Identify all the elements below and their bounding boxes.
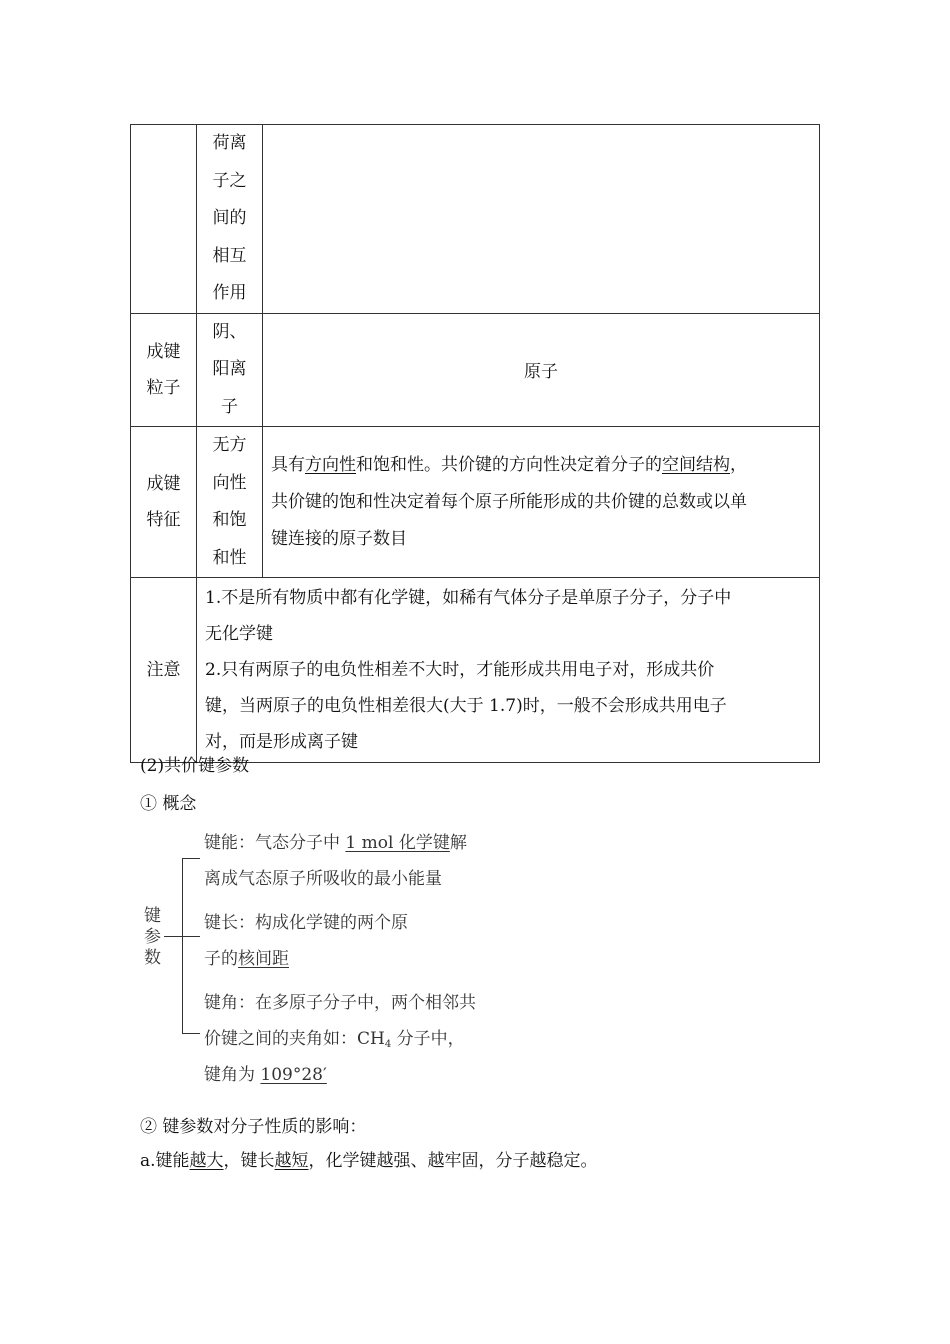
cell-line: 阴、 <box>212 321 247 342</box>
underlined-answer: 1 mol 化学键 <box>345 833 450 853</box>
influence-a-line <box>140 1146 598 1171</box>
subscript: 4 <box>384 1039 392 1050</box>
row4-notes <box>197 578 820 763</box>
text: ，化学键越强、越牢固，分子越稳定。 <box>308 1151 598 1171</box>
cell-line: 特征 <box>146 510 181 530</box>
underlined-answer: 核间距 <box>238 949 289 969</box>
cell-line: 键连接的原子数目 <box>271 528 407 549</box>
cell-line: 共价键的饱和性决定着每个原子所能形成的共价键的总数或以单 <box>271 491 747 512</box>
note-line: 无化学键 <box>205 624 273 644</box>
section-title-bond-parameters: (2)共价键参数 <box>140 756 250 776</box>
text: 键角为 <box>204 1065 261 1085</box>
cell-line <box>271 447 811 484</box>
brace-bottom-tick <box>182 1033 200 1034</box>
cell-line: 向性 <box>212 472 247 493</box>
row1-col2 <box>197 125 263 314</box>
cell-line: 阳离 <box>212 359 247 379</box>
concept-title: ① 概念 <box>140 794 197 814</box>
row3-col3 <box>263 427 820 578</box>
cell-line: 间的 <box>212 208 247 228</box>
bond-angle-line1: 键角：在多原子分子中，两个相邻共 <box>204 993 476 1013</box>
text: ， <box>730 454 747 475</box>
bond-angle-line2 <box>204 1024 465 1050</box>
text: 和饱和性。共价键的方向性决定着分子的 <box>356 454 662 475</box>
influence-title: ② 键参数对分子性质的影响： <box>140 1117 367 1137</box>
root-char: 参 <box>144 927 161 947</box>
underlined-answer: 越短 <box>274 1151 309 1171</box>
table-row-notes <box>131 578 820 763</box>
text: 价键之间的夹角如：CH <box>204 1029 385 1049</box>
text: a.键能 <box>140 1151 190 1171</box>
bond-length-line2 <box>204 944 289 969</box>
underlined-answer: 方向性 <box>305 454 356 475</box>
table-row-bonding-features <box>131 427 820 578</box>
cell-line: 和性 <box>212 547 247 568</box>
text: 解 <box>449 833 467 853</box>
brace-top-tick <box>182 858 200 859</box>
cell-line: 子 <box>221 396 238 417</box>
cell-line: 荷离 <box>212 133 247 153</box>
underlined-answer: 空间结构 <box>662 454 730 475</box>
bond-parameter-diagram <box>140 822 540 1092</box>
cell-line: 子之 <box>212 170 247 191</box>
text: 子的 <box>204 949 238 969</box>
note-line: 2.只有两原子的电负性相差不大时，才能形成共用电子对，形成共价 <box>205 660 715 680</box>
cell-line: 成键 <box>146 341 181 362</box>
underlined-answer: 越大 <box>189 1151 224 1171</box>
row3-col2 <box>197 427 263 578</box>
text: 键能：气态分子中 <box>204 833 346 853</box>
note-line: 1.不是所有物质中都有化学键，如稀有气体分子是单原子分子，分子中 <box>205 588 732 608</box>
cell-line: 无方 <box>212 435 247 455</box>
diagram-root-label <box>144 906 161 969</box>
root-char: 数 <box>144 948 161 968</box>
text: 分子中， <box>391 1029 465 1049</box>
cell-line: 和饱 <box>212 510 247 530</box>
brace-vertical-line <box>182 858 183 1033</box>
cell-line: 作用 <box>212 283 247 303</box>
text: ，键长 <box>223 1151 275 1171</box>
row3-col1 <box>131 427 197 578</box>
row2-col2 <box>197 313 263 427</box>
root-char: 键 <box>144 906 161 926</box>
cell-line: 成键 <box>146 474 181 494</box>
bond-angle-line3 <box>204 1060 327 1085</box>
cell-line: 相互 <box>212 245 247 266</box>
text: 具有 <box>271 454 305 475</box>
row1-col1 <box>131 125 197 314</box>
row2-col1 <box>131 313 197 427</box>
row4-col1: 注意 <box>131 578 197 763</box>
underlined-answer: 109°28′ <box>260 1065 327 1085</box>
table-row-interaction <box>131 125 820 314</box>
bond-energy-line1 <box>204 828 467 853</box>
note-line: 键，当两原子的电负性相差很大(大于 1.7)时，一般不会形成共用电子 <box>205 696 727 716</box>
cell-line: 粒子 <box>146 377 181 398</box>
row1-col3 <box>263 125 820 314</box>
note-line: 对，而是形成离子键 <box>205 732 358 752</box>
bond-length-line1: 键长：构成化学键的两个原 <box>204 913 408 933</box>
bond-energy-line2: 离成气态原子所吸收的最小能量 <box>204 869 442 889</box>
bond-comparison-table <box>130 124 820 763</box>
table-row-bonding-particles <box>131 313 820 427</box>
row2-col3: 原子 <box>263 313 820 427</box>
